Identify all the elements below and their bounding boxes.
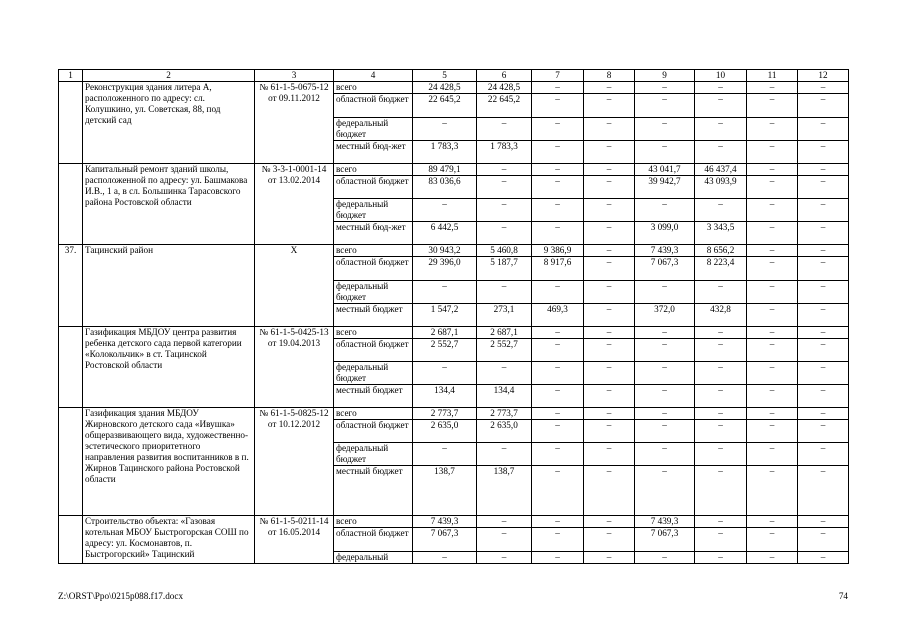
amount-cell: 39 942,7 [635,176,695,199]
amount-cell: – [532,385,584,408]
amount-cell: – [532,281,584,304]
column-number: 2 [83,70,255,82]
amount-cell: 2 635,0 [477,420,532,443]
column-number: 1 [59,70,83,82]
amount-cell: – [798,385,849,408]
amount-cell: – [747,339,798,362]
amount-cell: – [635,362,695,385]
amount-cell: 2 552,7 [413,339,477,362]
amount-cell: – [532,516,584,528]
amount-cell: – [532,222,584,245]
funding-source: местный бюджет [334,466,413,516]
amount-cell: – [584,385,635,408]
amount-cell: 1 783,3 [413,141,477,164]
amount-cell: – [584,408,635,420]
amount-cell: – [477,528,532,552]
object-name: Газификация здания МБДОУ Жирновского детского сада «Ивушка» общеразвивающего вида, художественно-эстетического приоритетного направления развития воспитанников в п. Жирнов Тацинского района Ростовской области [83,408,255,516]
amount-cell: 134,4 [477,385,532,408]
object-name: Газификация МБДОУ центра развития ребенка детского сада первой категории «Колокольчик» в ст. Тацинской Ростовской области [83,327,255,408]
funding-source: областной бюджет [334,420,413,443]
amount-cell: – [798,94,849,118]
amount-cell: – [635,466,695,516]
amount-cell: – [747,443,798,466]
amount-cell: – [532,94,584,118]
funding-source: всего [334,408,413,420]
amount-cell: 2 773,7 [477,408,532,420]
amount-cell: – [477,118,532,141]
amount-cell: – [747,176,798,199]
amount-cell: – [584,82,635,94]
amount-cell: – [695,528,747,552]
amount-cell: – [798,327,849,339]
object-name: Тацинский район [83,245,255,327]
amount-cell: – [477,443,532,466]
amount-cell: 7 439,3 [635,245,695,257]
amount-cell: 29 396,0 [413,257,477,281]
amount-cell: – [635,94,695,118]
amount-cell: 30 943,2 [413,245,477,257]
funding-source: всего [334,164,413,176]
funding-source: областной бюджет [334,528,413,552]
funding-source: областной бюджет [334,339,413,362]
amount-cell: – [584,118,635,141]
amount-cell: – [413,443,477,466]
table-row [59,82,849,94]
amount-cell: – [584,466,635,516]
table-row [59,327,849,339]
amount-cell: – [413,199,477,222]
object-name: Строительство объекта: «Газовая котельная МБОУ Быстрогорская СОШ по адресу: ул. Космонавтов, п. Быстрогорский» Тацинский [83,516,255,564]
amount-cell: – [584,552,635,564]
amount-cell: 7 067,3 [635,257,695,281]
amount-cell: 5 460,8 [477,245,532,257]
amount-cell: – [747,164,798,176]
item-number: 37. [59,245,83,327]
funding-source: областной бюджет [334,176,413,199]
amount-cell: – [635,408,695,420]
amount-cell: – [695,385,747,408]
amount-cell: – [477,176,532,199]
amount-cell: – [635,199,695,222]
amount-cell: – [532,339,584,362]
amount-cell: – [695,199,747,222]
amount-cell: – [477,281,532,304]
item-number [59,516,83,564]
amount-cell: – [747,420,798,443]
amount-cell: – [477,199,532,222]
funding-source: областной бюджет [334,257,413,281]
amount-cell: – [747,141,798,164]
item-number [59,327,83,408]
amount-cell: – [695,94,747,118]
amount-cell: 7 067,3 [413,528,477,552]
amount-cell: – [635,385,695,408]
object-name: Реконструкция здания литера А, расположенного по адресу: сл. Колушкино, ул. Советская, 88, под детский сад [83,82,255,164]
amount-cell: – [747,408,798,420]
object-name: Капитальный ремонт зданий школы, расположенной по адресу: ул. Башмакова И.В., 1 а, в сл. Большинка Тарасовского района Ростовской области [83,164,255,245]
amount-cell: – [532,552,584,564]
amount-cell: – [747,199,798,222]
column-number: 4 [334,70,413,82]
table-row [59,164,849,176]
amount-cell: 3 343,5 [695,222,747,245]
amount-cell: – [798,176,849,199]
amount-cell: – [798,420,849,443]
amount-cell: 46 437,4 [695,164,747,176]
amount-cell: 1 547,2 [413,304,477,327]
amount-cell: – [532,118,584,141]
table-row [59,408,849,420]
amount-cell: – [532,443,584,466]
amount-cell: 1 783,3 [477,141,532,164]
expertise-conclusion: № 61-1-5-0425-13 от 19.04.2013 [255,327,334,408]
amount-cell: – [532,199,584,222]
amount-cell: – [695,443,747,466]
amount-cell: – [798,222,849,245]
amount-cell: – [584,443,635,466]
amount-cell: – [635,281,695,304]
amount-cell: 8 656,2 [695,245,747,257]
amount-cell: – [584,516,635,528]
amount-cell: – [584,199,635,222]
amount-cell: – [477,164,532,176]
item-number [59,164,83,245]
amount-cell: – [584,304,635,327]
amount-cell: – [584,257,635,281]
amount-cell: – [635,82,695,94]
expertise-conclusion: № 61-1-5-0675-12 от 09.11.2012 [255,82,334,164]
amount-cell: 8 917,6 [532,257,584,281]
amount-cell: – [747,304,798,327]
amount-cell: – [477,222,532,245]
amount-cell: – [584,164,635,176]
amount-cell: – [747,385,798,408]
amount-cell: – [695,82,747,94]
amount-cell: – [532,164,584,176]
amount-cell: – [695,362,747,385]
amount-cell: 8 223,4 [695,257,747,281]
amount-cell: – [798,466,849,516]
amount-cell: 372,0 [635,304,695,327]
amount-cell: – [695,420,747,443]
funding-source: местный бюджет [334,304,413,327]
amount-cell: 2 687,1 [413,327,477,339]
item-number [59,82,83,164]
amount-cell: 24 428,5 [477,82,532,94]
amount-cell: 89 479,1 [413,164,477,176]
amount-cell: – [532,362,584,385]
amount-cell: – [695,141,747,164]
amount-cell: 24 428,5 [413,82,477,94]
amount-cell: – [747,245,798,257]
amount-cell: – [584,339,635,362]
amount-cell: – [532,176,584,199]
amount-cell: – [747,257,798,281]
amount-cell: – [584,245,635,257]
amount-cell: – [584,94,635,118]
amount-cell: – [635,339,695,362]
amount-cell: – [695,408,747,420]
amount-cell: – [695,552,747,564]
amount-cell: 22 645,2 [413,94,477,118]
amount-cell: 9 386,9 [532,245,584,257]
amount-cell: 273,1 [477,304,532,327]
column-number: 5 [413,70,477,82]
amount-cell: 7 439,3 [635,516,695,528]
amount-cell: 7 439,3 [413,516,477,528]
amount-cell: – [532,466,584,516]
amount-cell: – [584,420,635,443]
funding-source: всего [334,516,413,528]
amount-cell: – [584,176,635,199]
amount-cell: 432,8 [695,304,747,327]
funding-source: всего [334,327,413,339]
amount-cell: – [798,199,849,222]
column-number: 6 [477,70,532,82]
amount-cell: – [798,281,849,304]
amount-cell: – [635,552,695,564]
amount-cell: – [798,82,849,94]
column-number: 9 [635,70,695,82]
funding-source: областной бюджет [334,94,413,118]
file-path: Z:\ORST\Ppo\0215p088.f17.docx [58,591,184,601]
amount-cell: – [798,164,849,176]
amount-cell: – [584,222,635,245]
amount-cell: 5 187,7 [477,257,532,281]
amount-cell: – [798,552,849,564]
amount-cell: – [695,516,747,528]
amount-cell: – [695,327,747,339]
amount-cell: – [695,466,747,516]
funding-source: местный бюд-жет [334,141,413,164]
amount-cell: – [695,118,747,141]
amount-cell: – [532,327,584,339]
column-number: 11 [747,70,798,82]
amount-cell: – [635,420,695,443]
amount-cell: – [747,281,798,304]
amount-cell: – [798,339,849,362]
funding-source: федеральный бюджет [334,362,413,385]
amount-cell: – [798,443,849,466]
funding-source: федеральный бюджет [334,281,413,304]
column-number: 3 [255,70,334,82]
amount-cell: – [477,516,532,528]
amount-cell: – [584,141,635,164]
amount-cell: 138,7 [477,466,532,516]
column-numbers-row [59,70,849,82]
amount-cell: 2 773,7 [413,408,477,420]
column-number: 8 [584,70,635,82]
funding-source: всего [334,245,413,257]
amount-cell: – [798,304,849,327]
amount-cell: – [413,552,477,564]
amount-cell: 43 041,7 [635,164,695,176]
amount-cell: 22 645,2 [477,94,532,118]
amount-cell: – [747,327,798,339]
amount-cell: – [635,118,695,141]
amount-cell: – [532,82,584,94]
funding-source: всего [334,82,413,94]
table-row [59,516,849,528]
amount-cell: – [798,257,849,281]
column-number: 10 [695,70,747,82]
amount-cell: – [477,362,532,385]
funding-source: федеральный бюджет [334,199,413,222]
amount-cell: – [584,327,635,339]
amount-cell: – [798,118,849,141]
amount-cell: – [532,408,584,420]
amount-cell: – [747,82,798,94]
amount-cell: – [413,118,477,141]
amount-cell: 134,4 [413,385,477,408]
item-number [59,408,83,516]
funding-source: федеральный бюджет [334,443,413,466]
amount-cell: 138,7 [413,466,477,516]
amount-cell: – [747,222,798,245]
amount-cell: – [747,528,798,552]
amount-cell: – [584,528,635,552]
amount-cell: – [798,245,849,257]
amount-cell: – [798,516,849,528]
table-row [59,245,849,257]
expertise-conclusion: X [255,245,334,327]
amount-cell: – [747,94,798,118]
amount-cell: – [747,362,798,385]
amount-cell: – [532,420,584,443]
column-number: 7 [532,70,584,82]
expertise-conclusion: № 61-1-5-0211-14 от 16.05.2014 [255,516,334,564]
amount-cell: – [635,141,695,164]
funding-source: федеральный [334,552,413,564]
amount-cell: – [798,362,849,385]
amount-cell: – [413,362,477,385]
amount-cell: 83 036,6 [413,176,477,199]
amount-cell: – [584,281,635,304]
amount-cell: 469,3 [532,304,584,327]
amount-cell: – [413,281,477,304]
amount-cell: – [635,443,695,466]
amount-cell: – [532,528,584,552]
amount-cell: 2 687,1 [477,327,532,339]
amount-cell: – [747,516,798,528]
amount-cell: – [798,141,849,164]
expertise-conclusion: № 3-3-1-0001-14 от 13.02.2014 [255,164,334,245]
amount-cell: – [798,528,849,552]
funding-source: местный бюд-жет [334,222,413,245]
page-number: 74 [838,591,848,601]
amount-cell: – [747,552,798,564]
amount-cell: 3 099,0 [635,222,695,245]
amount-cell: – [798,408,849,420]
amount-cell: – [695,281,747,304]
program-table [58,69,849,564]
amount-cell: 6 442,5 [413,222,477,245]
amount-cell: 2 635,0 [413,420,477,443]
column-number: 12 [798,70,849,82]
amount-cell: – [584,362,635,385]
funding-source: федеральный бюджет [334,118,413,141]
amount-cell: 43 093,9 [695,176,747,199]
amount-cell: 2 552,7 [477,339,532,362]
amount-cell: – [695,339,747,362]
amount-cell: – [477,552,532,564]
funding-source: местный бюджет [334,385,413,408]
amount-cell: – [635,327,695,339]
expertise-conclusion: № 61-1-5-0825-12 от 10.12.2012 [255,408,334,516]
amount-cell: – [532,141,584,164]
amount-cell: – [747,466,798,516]
amount-cell: – [747,118,798,141]
amount-cell: 7 067,3 [635,528,695,552]
